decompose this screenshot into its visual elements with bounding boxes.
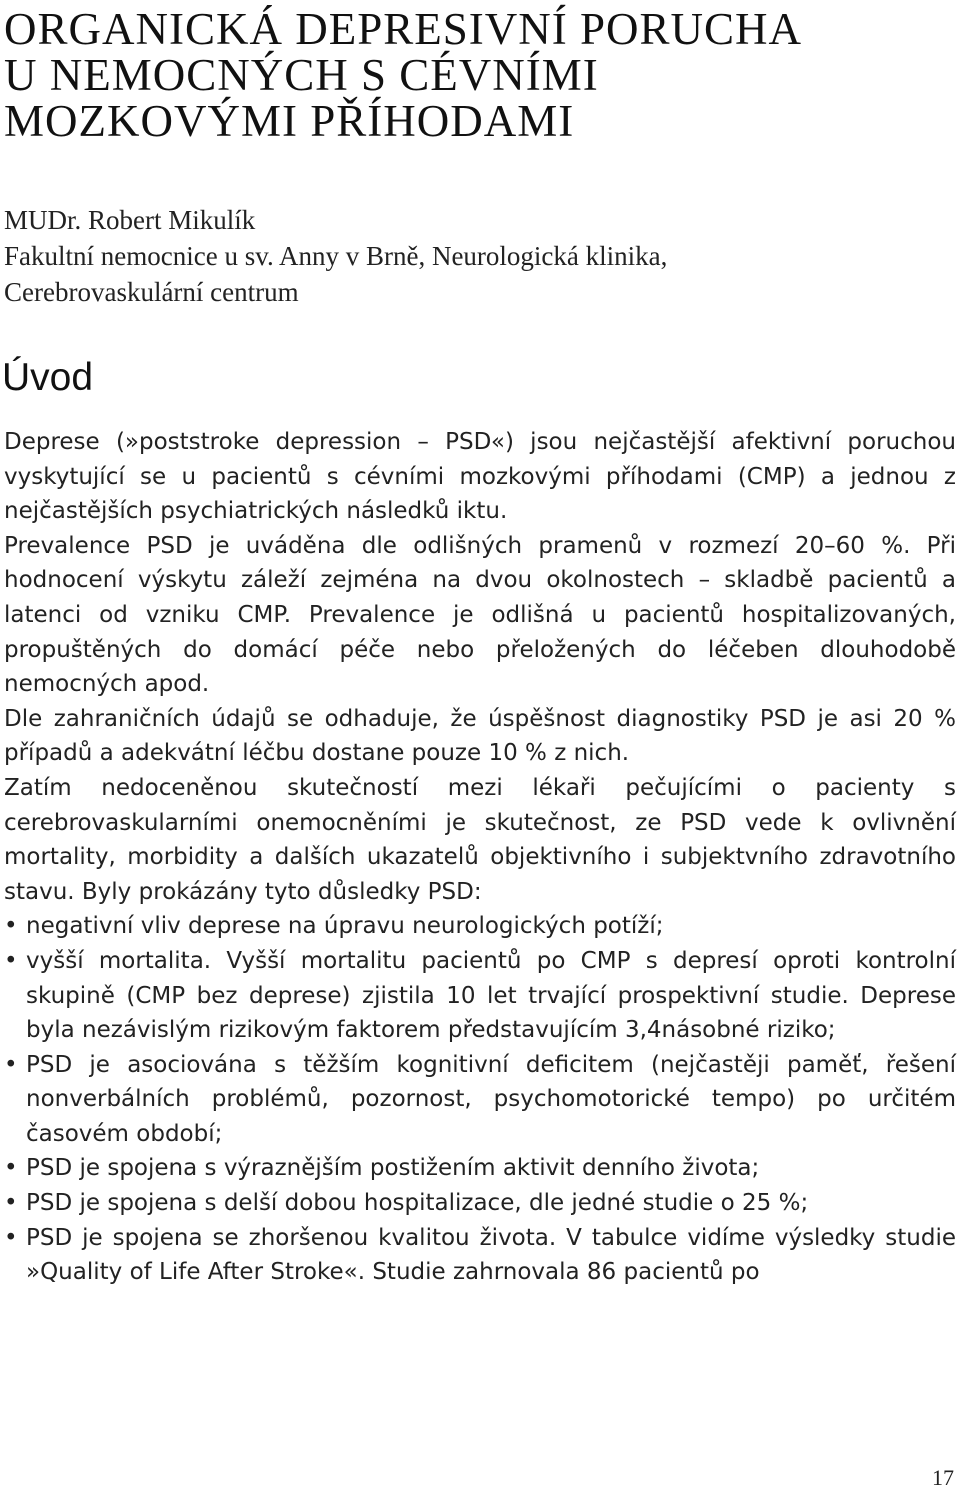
article-title	[4, 6, 954, 144]
paragraph: Deprese (»poststroke depression – PSD«) jsou nejčastější afektivní poruchou vyskytující se u pacientů s cévními mozkovými příhodami (CMP) a jednou z nejčastějších psychiatrických následků iktu.	[4, 429, 956, 525]
author-block	[4, 202, 954, 310]
list-item: • negativní vliv deprese na úpravu neurologických potíží;	[4, 909, 956, 944]
author-affiliation: Cerebrovaskulární centrum	[4, 277, 299, 307]
author-name: MUDr. Robert Mikulík	[4, 205, 256, 235]
title-line: MOZKOVÝMI PŘÍHODAMI	[4, 96, 575, 146]
list-item: • vyšší mortalita. Vyšší mortalitu pacientů po CMP s depresí oproti kontrolní skupině (CMP bez deprese) zjistila 10 let trvající prospektivní studie. Deprese byla nezávislým rizikovým faktorem představujícím 3,4násobné riziko;	[4, 944, 956, 1048]
paragraph: Zatím nedoceněnou skutečností mezi lékaři pečujícími o pacienty s cerebrovaskularními onemocněními je skutečnost, ze PSD vede k ovlivnění mortality, morbidity a dalších ukazatelů objektivního i subjektvního zdravotního stavu. Byly prokázány tyto důsledky PSD:	[4, 774, 956, 905]
title-line: ORGANICKÁ DEPRESIVNÍ PORUCHA	[4, 4, 803, 54]
article-body	[4, 425, 956, 1290]
list-item: • PSD je spojena s delší dobou hospitalizace, dle jedné studie o 25 %;	[4, 1186, 956, 1221]
list-item: • PSD je spojena se zhoršenou kvalitou života. V tabulce vidíme výsledky studie »Quality of Life After Stroke«. Studie zahrnovala 86 pacientů po	[4, 1221, 956, 1290]
paragraph: Dle zahraničních údajů se odhaduje, že úspěšnost diagnostiky PSD je asi 20 % případů a adekvátní léčbu dostane pouze 10 % z nich.	[4, 705, 956, 767]
consequence-list	[4, 909, 956, 1290]
author-affiliation: Fakultní nemocnice u sv. Anny v Brně, Neurologická klinika,	[4, 241, 668, 271]
list-item: • PSD je spojena s výraznějším postižením aktivit denního života;	[4, 1151, 956, 1186]
section-heading: Úvod	[2, 356, 94, 399]
page-number: 17	[932, 1465, 954, 1490]
paragraph: Prevalence PSD je uváděna dle odlišných pramenů v rozmezí 20–60 %. Při hodnocení výskytu záleží zejména na dvou okolnostech – skladbě pacientů a latenci od vzniku CMP. Prevalence je odlišná u pacientů hospitalizovaných, propuštěných do domácí péče nebo přeložených do léčeben dlouhodobě nemocných apod.	[4, 532, 956, 698]
list-item: • PSD je asociována s těžším kognitivní deficitem (nejčastěji paměť, řešení nonverbálních problémů, pozornost, psychomotorické tempo) po určitém časovém období;	[4, 1048, 956, 1152]
title-line: U NEMOCNÝCH S CÉVNÍMI	[4, 50, 599, 100]
